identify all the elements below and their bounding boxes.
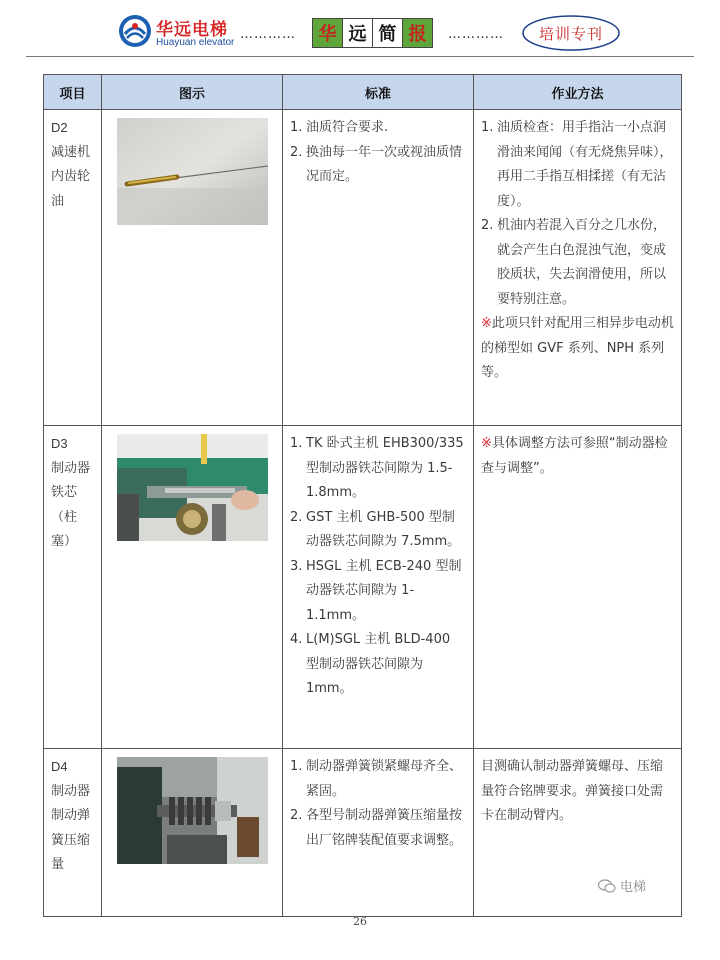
header-dots-left: ………… xyxy=(240,27,296,42)
list-text: 机油内若混入百分之几水份，就会产生白色混浊气泡，变成胶质状，失去润滑使用，所以要特别注意。 xyxy=(497,218,667,307)
list-text: 油质检查：用手指沾一小点润滑油来闻闻（有无烧焦异味），再用二手指互相揉搓（有无沾度）。 xyxy=(497,120,673,209)
note-text: 具体调整方法可参照“制动器检查与调整”。 xyxy=(481,436,668,476)
method-cell xyxy=(474,110,681,425)
note-paragraph xyxy=(481,432,674,481)
list-number: 2. xyxy=(290,509,303,525)
method-text: 目测确认制动器弹簧螺母、压缩量符合铭牌要求。弹簧接口处需卡在制动臂内。 xyxy=(481,759,664,823)
globe-logo-icon xyxy=(118,14,152,48)
col-header-illustration: 图示 xyxy=(102,75,283,109)
list-item xyxy=(290,628,466,702)
chat-bubble-icon xyxy=(598,879,616,893)
list-number: 2. xyxy=(290,144,303,160)
table-row xyxy=(44,110,681,426)
list-number: 4. xyxy=(290,632,303,647)
brand-name-cn: 华远电梯 xyxy=(156,20,228,40)
note-mark: ※ xyxy=(481,436,492,451)
item-name: 制动器制动弹簧压缩量 xyxy=(51,783,91,872)
item-name: 制动器铁芯（柱塞） xyxy=(51,460,91,549)
item-cell xyxy=(44,110,102,425)
list-item xyxy=(481,214,674,312)
page-header xyxy=(0,0,720,56)
bulletin-char: 简 xyxy=(372,18,403,48)
list-text: 换油每一年一次或视油质情况而定。 xyxy=(306,144,463,184)
item-cell xyxy=(44,426,102,748)
list-item xyxy=(290,555,466,629)
list-number: 1. xyxy=(481,120,494,135)
list-text: TK 卧式主机 EHB300/335 型制动器铁芯间隙为 1.5-1.8mm。 xyxy=(306,436,464,500)
list-number: 1. xyxy=(290,759,303,774)
item-name: 减速机内齿轮油 xyxy=(51,144,91,209)
gear-oil-dipstick-photo xyxy=(117,118,268,225)
bulletin-char: 报 xyxy=(402,18,433,48)
standard-cell xyxy=(283,426,474,748)
note-paragraph xyxy=(481,312,674,386)
maintenance-table xyxy=(43,74,682,917)
list-item xyxy=(290,506,466,555)
illustration-cell xyxy=(102,110,283,425)
bulletin-char: 远 xyxy=(342,18,373,48)
brand-name-en: Huayuan elevator xyxy=(156,37,235,48)
brand-logo xyxy=(118,14,236,54)
watermark-text: 电梯 xyxy=(620,880,647,895)
list-text: 油质符合要求. xyxy=(306,120,389,135)
special-issue-badge xyxy=(521,14,621,52)
bulletin-char: 华 xyxy=(312,18,343,48)
list-number: 2. xyxy=(481,218,494,233)
list-text: L(M)SGL 主机 BLD-400 型制动器铁芯间隙为 1mm。 xyxy=(306,632,451,696)
list-item xyxy=(481,116,674,214)
table-row xyxy=(44,749,681,916)
col-header-standard: 标准 xyxy=(283,75,474,109)
item-code: D3 xyxy=(51,436,68,451)
list-text: 各型号制动器弹簧压缩量按出厂铭牌装配值要求调整。 xyxy=(306,808,463,848)
list-number: 2. xyxy=(290,808,303,823)
table-row xyxy=(44,426,681,749)
special-issue-label: 培训专刊 xyxy=(538,25,603,43)
list-text: GST 主机 GHB-500 型制动器铁芯间隙为 7.5mm。 xyxy=(306,509,461,549)
brake-spring-photo xyxy=(117,757,268,864)
item-cell xyxy=(44,749,102,916)
bulletin-title xyxy=(312,18,432,46)
list-item xyxy=(290,141,466,190)
method-cell xyxy=(474,426,681,748)
standard-cell xyxy=(283,110,474,425)
illustration-cell xyxy=(102,426,283,748)
page-number: 26 xyxy=(353,915,367,928)
list-number: 1. xyxy=(290,436,303,451)
col-header-item: 项目 xyxy=(44,75,102,109)
note-mark: ※ xyxy=(481,316,492,331)
header-dots-right: ………… xyxy=(448,27,504,42)
list-item xyxy=(290,804,466,853)
brake-core-gauge-photo xyxy=(117,434,268,541)
method-cell xyxy=(474,749,681,916)
list-item xyxy=(290,432,466,506)
item-code: D2 xyxy=(51,120,68,135)
header-divider xyxy=(26,56,694,57)
list-number: 3. xyxy=(290,558,303,574)
item-code: D4 xyxy=(51,759,68,774)
illustration-cell xyxy=(102,749,283,916)
table-header-row xyxy=(44,75,681,110)
note-text: 此项只针对配用三相异步电动机的梯型如 GVF 系列、NPH 系列等。 xyxy=(481,316,674,380)
wechat-watermark xyxy=(598,876,646,895)
standard-cell xyxy=(283,749,474,916)
list-number: 1. xyxy=(290,120,303,135)
col-header-method: 作业方法 xyxy=(551,86,604,102)
list-text: 制动器弹簧锁紧螺母齐全、紧固。 xyxy=(306,759,463,799)
list-item xyxy=(290,116,466,141)
list-text: HSGL 主机 ECB-240 型制动器铁芯间隙为 1-1.1mm。 xyxy=(306,558,462,623)
list-item xyxy=(290,755,466,804)
